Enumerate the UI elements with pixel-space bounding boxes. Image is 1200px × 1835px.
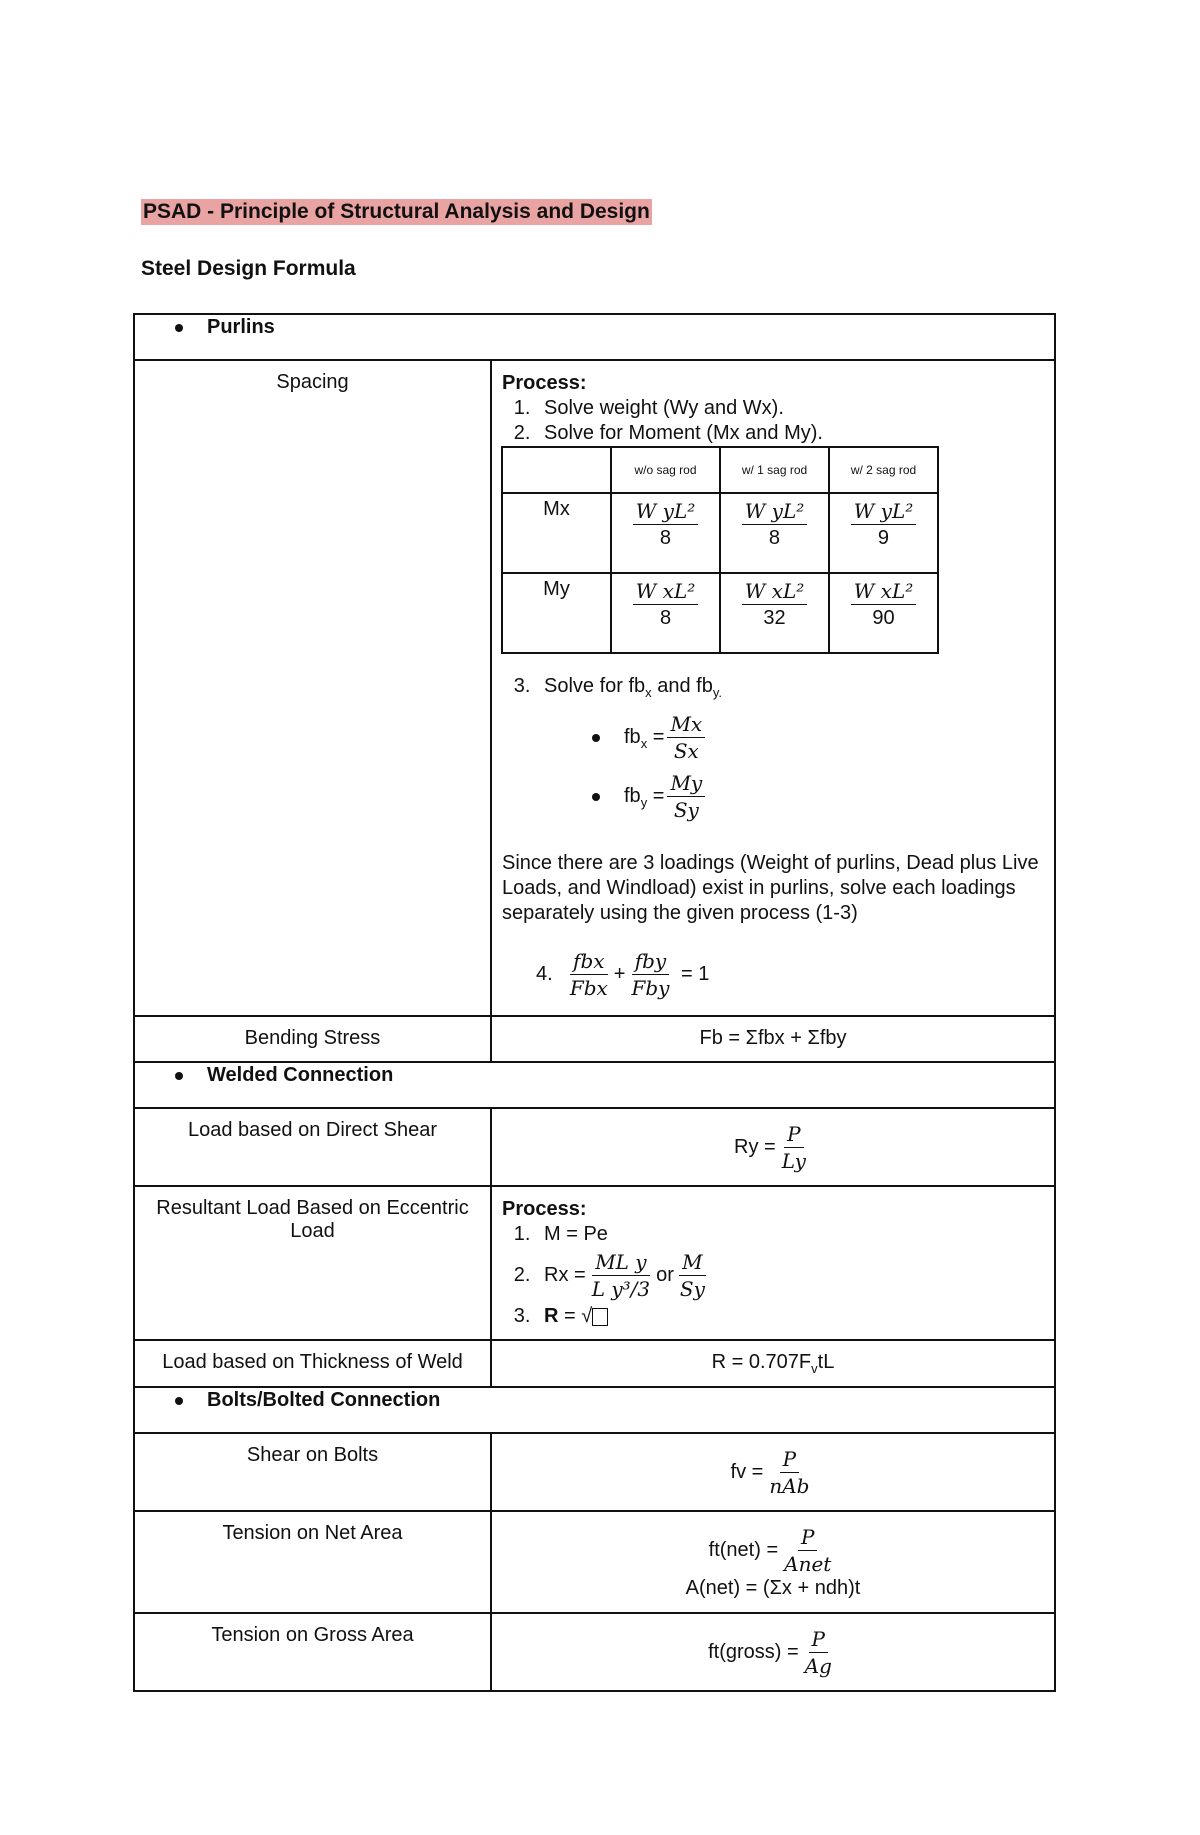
fbx-formula: $fb_x$ = $\frac{Mx}{Sx}$ [592,711,1044,764]
process-label: Process: [502,1198,587,1220]
moment-table-corner [502,447,611,493]
moment-cell: $\frac{\text{W xL²}}{8}$ [611,573,720,653]
moment-table-header: w/o sag rod [611,447,720,493]
process-step-3: 3. Solve for $fb_x$ and $fb_{y.}$ [536,674,1044,705]
spacing-process [491,360,1055,1016]
section-row-bolts [134,1387,1055,1433]
formula-table [133,313,1056,1692]
moment-cell: $\frac{\text{W yL²}}{8}$ [611,493,720,573]
section-title: Bolts/Bolted Connection [207,1389,441,1411]
fb-formulas [502,711,1044,823]
spacing-row [134,360,1055,1016]
bending-stress-row [134,1016,1055,1062]
tension-gross-formula: ft(gross) = $\frac{P}{Ag}$ [491,1613,1055,1691]
moment-row-label: My [502,573,611,653]
row-label: Resultant Load Based on Eccentric Load [134,1186,491,1340]
bullet-icon [175,1397,183,1405]
process-step: 2. Solve for Moment (Mx and My). [536,421,1044,446]
process-step: 3. R = √ [536,1304,1044,1329]
row-label: Bending Stress [134,1016,491,1062]
row-label: Shear on Bolts [134,1433,491,1511]
process-step: 1. M = Pe [536,1222,1044,1247]
row-label: Load based on Direct Shear [134,1108,491,1186]
section-row-welded [134,1062,1055,1108]
document-title: PSAD - Principle of Structural Analysis and Design [143,200,650,223]
process-steps [502,674,1044,705]
section-title: Purlins [207,316,275,338]
moment-table [501,446,939,654]
loadings-note: Since there are 3 loadings (Weight of purlins, Dead plus Live Loads, and Windload) exist in purlins, solve each loadings separately using the given process (1-3) [502,852,1039,924]
section-title: Welded Connection [207,1064,394,1086]
process-steps [502,1222,1044,1329]
process-steps [502,396,1044,446]
direct-shear-formula: Ry = $\frac{P}{Ly}$ [491,1108,1055,1186]
row-label: Load based on Thickness of Weld [134,1340,491,1387]
row-label: Tension on Net Area [134,1511,491,1613]
moment-cell: $\frac{\text{W yL²}}{9}$ [829,493,938,573]
document-subtitle: Steel Design Formula [141,257,356,280]
bending-formula: Fb = Σfbx + Σfby [491,1016,1055,1062]
bullet-icon [592,734,600,742]
tension-gross-row [134,1613,1055,1691]
moment-table-header: w/ 1 sag rod [720,447,829,493]
shear-bolts-row [134,1433,1055,1511]
moment-cell: $\frac{\text{W xL²}}{90}$ [829,573,938,653]
eccentric-process [491,1186,1055,1340]
weld-thickness-row [134,1340,1055,1387]
moment-cell: $\frac{\text{W yL²}}{8}$ [720,493,829,573]
process-step: 1. Solve weight (Wy and Wx). [536,396,1044,421]
row-label: Spacing [134,360,491,1016]
interaction-formula: 4. $\frac{\text{fbx}}{\text{Fbx}}$ + $\frac{\text{fby}}{\text{Fby}}$ = 1 [536,949,710,1000]
eccentric-row [134,1186,1055,1340]
moment-table-header: w/ 2 sag rod [829,447,938,493]
tension-net-formula: ft(net) = $\frac{P}{\text{Anet}}$ A(net) = (Σx + ndh)t [491,1511,1055,1613]
tension-net-row [134,1511,1055,1613]
bullet-icon [592,793,600,801]
placeholder-box-icon [592,1308,608,1326]
shear-bolts-formula: fv = $\frac{P}{\text{nAb}}$ [491,1433,1055,1511]
moment-row-label: Mx [502,493,611,573]
row-label: Tension on Gross Area [134,1613,491,1691]
bullet-icon [175,1072,183,1080]
process-label: Process: [502,372,587,394]
net-area-formula: A(net) = (Σx + ndh)t [685,1577,861,1599]
section-row-purlins [134,314,1055,360]
bullet-icon [175,324,183,332]
weld-thickness-formula: $R = 0.707F_vtL$ [491,1340,1055,1387]
fby-formula: $fb_y$ = $\frac{My}{Sy}$ [592,770,1044,823]
process-step: 2. Rx = $\frac{\text{ML y}}{\text{L y³/3}}$ or $\frac{M}{Sy}$ [536,1249,1044,1302]
direct-shear-row [134,1108,1055,1186]
moment-cell: $\frac{\text{W xL²}}{32}$ [720,573,829,653]
